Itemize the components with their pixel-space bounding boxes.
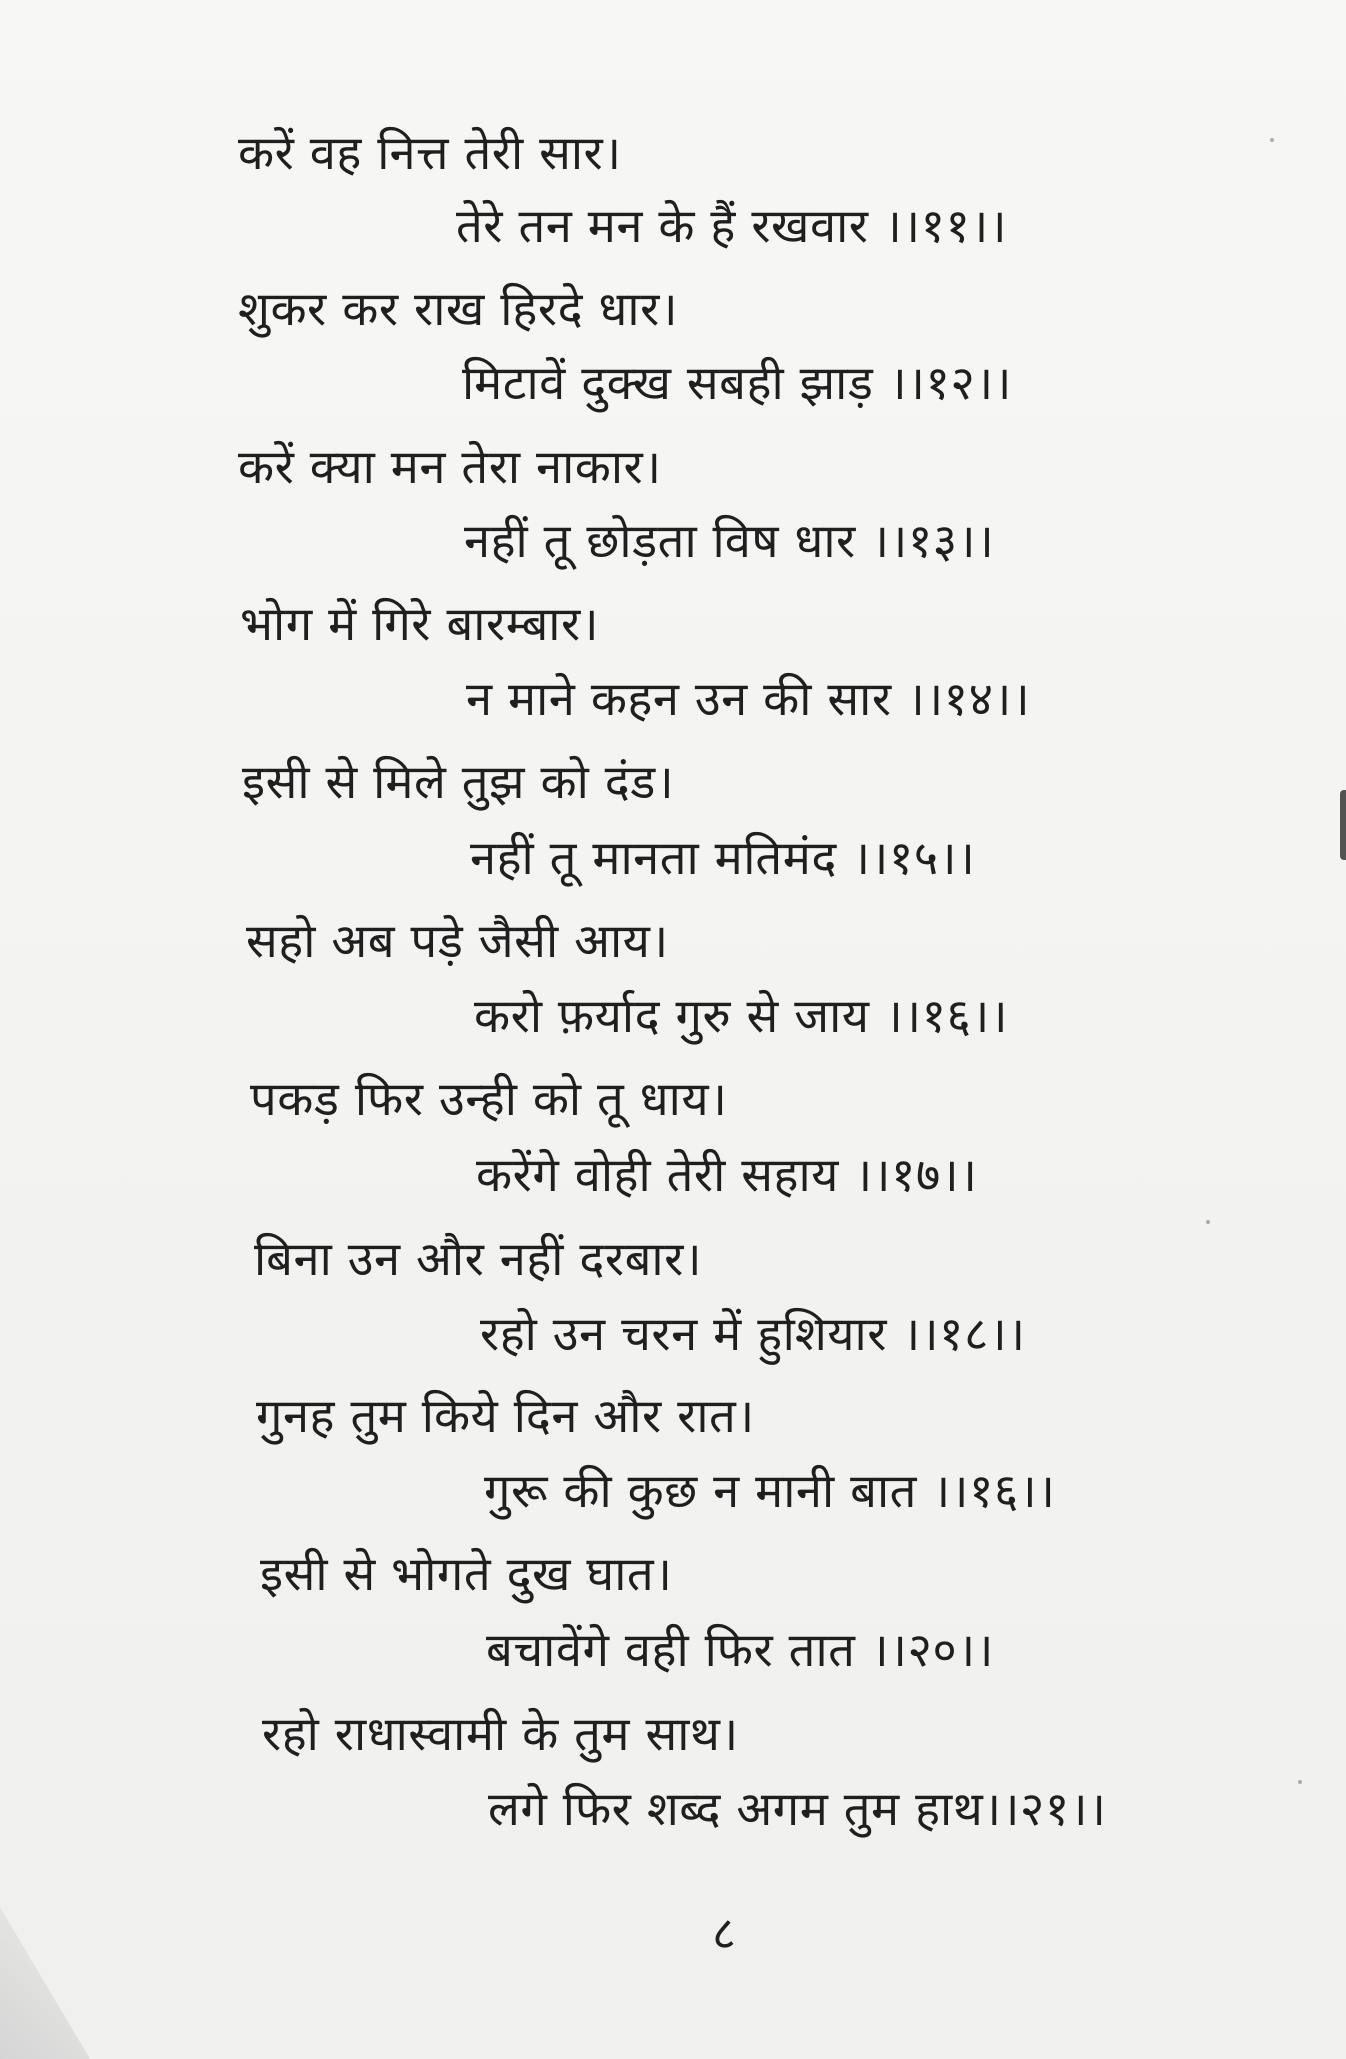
line-text: शुकर कर राख हिरदे धार। [238,282,679,337]
poem-line-3 [238,282,679,337]
line-text: करो फ़र्याद गुरु से जाय ।।१६।। [474,989,1009,1044]
poem-line-22 [488,1782,1107,1837]
poem-line-7 [240,597,600,652]
page-number: ८ [712,1906,736,1960]
line-text: इसी से भोगते दुख घात। [260,1547,673,1602]
poem-line-9 [242,755,675,810]
line-text: इसी से मिले तुझ को दंड। [242,755,675,810]
poem-line-12 [474,989,1009,1044]
line-text: तेरे तन मन के हैं रखवार ।।११।। [456,199,1008,254]
poem-line-19 [260,1547,673,1602]
poem-line-16 [480,1307,1026,1362]
poem-line-1 [238,126,622,181]
poem-line-6 [464,514,995,569]
poem-line-14 [476,1148,978,1203]
line-text: न माने कहन उन की सार ।।१४।। [466,672,1031,727]
line-text: करें क्या मन तेरा नाकार। [238,440,662,495]
line-text: रहो राधास्वामी के तुम साथ। [262,1707,739,1762]
line-text: बिना उन और नहीं दरबार। [254,1232,703,1287]
poem-line-13 [250,1072,728,1127]
line-text: करेंगे वोही तेरी सहाय ।।१७।। [476,1148,978,1203]
line-text: पकड़ फिर उन्ही को तू धाय। [250,1072,728,1127]
line-text: रहो उन चरन में हुशियार ।।१८।। [480,1307,1026,1362]
poem-line-18 [484,1464,1056,1519]
line-text: बचावेंगे वही फिर तात ।।२०।। [486,1623,994,1678]
line-text: सहो अब पड़े जैसी आय। [246,914,669,969]
poem-line-15 [254,1232,703,1287]
poem-line-10 [470,831,976,886]
poem-line-17 [256,1389,755,1444]
line-text: करें वह नित्त तेरी सार। [238,126,622,181]
line-text: मिटावें दुक्ख सबही झाड़ ।।१२।। [462,356,1012,411]
line-text: भोग में गिरे बारम्बार। [240,597,600,652]
line-text: गुनह तुम किये दिन और रात। [256,1389,755,1444]
line-text: गुरू की कुछ न मानी बात ।।१६।। [484,1464,1056,1519]
line-text: लगे फिर शब्द अगम तुम हाथ।।२१।। [488,1782,1107,1837]
poem-line-21 [262,1707,739,1762]
poem-line-5 [238,440,662,495]
line-text: नहीं तू छोड़ता विष धार ।।१३।। [464,514,995,569]
line-text: नहीं तू मानता मतिमंद ।।१५।। [470,831,976,886]
poem-line-8 [466,672,1031,727]
poem-line-20 [486,1623,994,1678]
poem-line-2 [456,199,1008,254]
poem-line-4 [462,356,1012,411]
poem-line-11 [246,914,669,969]
